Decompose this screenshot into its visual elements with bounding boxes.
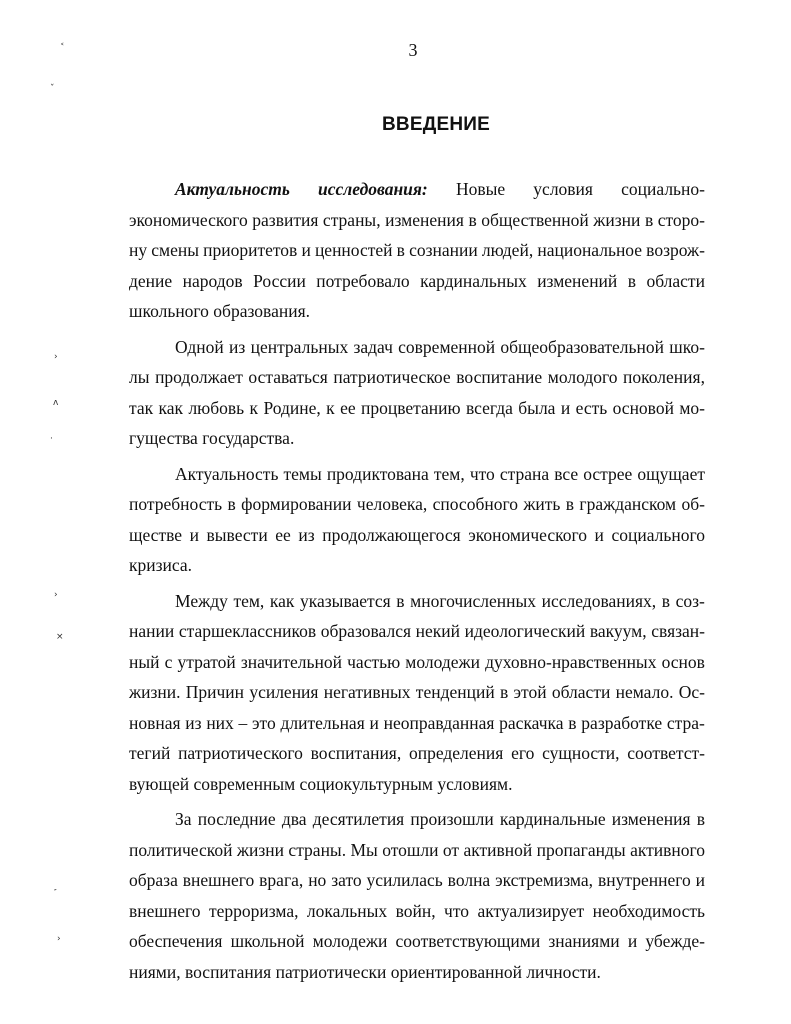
text-line: [129, 708, 705, 739]
word: мо-: [679, 397, 705, 418]
word: вывести: [206, 524, 268, 545]
word: молодежи: [312, 931, 388, 951]
word: –: [238, 712, 248, 733]
scan-mark: ›: [54, 352, 58, 362]
word: национальное: [537, 240, 643, 260]
word: экономического: [468, 524, 587, 545]
word: вакуум,: [589, 621, 647, 641]
word: жизни: [593, 209, 641, 230]
word: сторо-: [657, 209, 705, 230]
word: актуализирует: [477, 900, 585, 921]
word: оставаться: [248, 367, 328, 387]
word: лы: [129, 367, 150, 387]
word: старшеклассников: [178, 621, 317, 641]
word: как: [158, 397, 184, 418]
word: шко-: [669, 336, 705, 357]
text-line: [129, 362, 705, 393]
word: к: [326, 397, 335, 418]
word: кардинальных: [420, 270, 527, 291]
text-line: [129, 616, 705, 647]
word: как: [269, 590, 295, 611]
word: области: [646, 270, 705, 291]
word: ее: [275, 524, 291, 545]
word: жизни.: [129, 682, 181, 702]
word: локальных: [306, 900, 388, 921]
word: школьной: [230, 931, 305, 951]
word: поколения,: [623, 367, 705, 387]
word: утратой: [177, 651, 236, 672]
word: патриотического: [178, 743, 303, 763]
word: ниями, воспитания патриотически ориентированной личности.: [129, 961, 601, 982]
word: соответст-: [627, 743, 705, 763]
word: неоправданная: [383, 712, 495, 733]
word: изменения: [385, 209, 464, 230]
word: основ: [661, 651, 705, 672]
word: страны,: [322, 209, 381, 230]
document-body: [129, 174, 705, 987]
word: России: [253, 270, 306, 291]
word: способного: [432, 494, 518, 514]
text-line: [129, 296, 705, 327]
word: немало.: [615, 682, 674, 702]
word: указывается: [300, 590, 391, 611]
text-line: [129, 865, 705, 896]
scan-mark: ›: [54, 590, 58, 600]
word: области: [551, 682, 611, 702]
word: воспитания,: [310, 743, 402, 763]
word: два: [281, 809, 307, 829]
word: идеологический: [464, 621, 586, 641]
word: в: [396, 590, 405, 611]
word: с: [164, 651, 173, 672]
word: и: [594, 524, 604, 545]
word: Причин: [185, 682, 245, 702]
text-line: [129, 205, 705, 236]
word: терроризма,: [208, 900, 299, 921]
paragraph: [129, 332, 705, 454]
word: Между: [175, 590, 228, 611]
word: человека,: [356, 494, 428, 514]
word: убежде-: [645, 931, 705, 951]
word: это: [252, 712, 276, 733]
word: жизни: [236, 839, 285, 860]
paragraph: [129, 804, 705, 987]
word: процветанию: [361, 397, 461, 418]
word: продолжающегося: [322, 524, 461, 545]
word: в: [661, 590, 671, 611]
word: ный: [129, 651, 160, 672]
word: гражданском: [579, 494, 677, 514]
word: десятилетия: [312, 809, 405, 829]
scan-mark: ×: [56, 632, 64, 642]
word: и: [301, 240, 311, 260]
word: воспитание: [456, 367, 543, 387]
word: изменений: [537, 270, 618, 291]
text-line: [129, 489, 705, 520]
word: ценностей: [314, 240, 393, 260]
word: значительной: [240, 651, 342, 672]
word: кризиса.: [129, 555, 193, 575]
word: сущности,: [542, 743, 620, 763]
word: в: [627, 270, 636, 291]
scan-mark: ˹: [54, 889, 57, 899]
word: активной: [463, 839, 533, 860]
word: ществе: [129, 524, 183, 545]
word: тем,: [233, 590, 265, 611]
word: молодежи: [405, 651, 480, 672]
word: усилилась: [366, 870, 443, 890]
scan-mark: ʌ: [53, 398, 59, 408]
text-line: [129, 266, 705, 297]
word: от: [442, 839, 460, 860]
word: все: [554, 463, 579, 484]
word: войн,: [395, 900, 436, 921]
word: последние: [197, 809, 276, 829]
text-line: [129, 423, 705, 454]
word: соответствующими: [395, 931, 541, 951]
word: волна: [447, 870, 491, 890]
word: продиктована: [326, 463, 429, 484]
text-line: [129, 332, 705, 363]
word: ее: [340, 397, 356, 418]
word: общеобразовательной: [500, 336, 664, 357]
word: приоритетов: [203, 240, 298, 260]
word: новная: [129, 712, 181, 733]
word: некий: [415, 621, 461, 641]
word: страны.: [288, 839, 347, 860]
text-line: [129, 550, 705, 581]
word: Родине,: [263, 397, 321, 418]
page-number: 3: [408, 40, 418, 60]
word: в: [396, 240, 405, 260]
word: За: [175, 809, 192, 829]
emphasis-word: Актуальность: [175, 179, 290, 199]
word: усиления: [249, 682, 319, 702]
word: общественной: [481, 209, 589, 230]
word: что: [469, 463, 495, 484]
word: и: [627, 931, 638, 951]
word: необходимость: [592, 900, 705, 921]
word: длительная: [280, 712, 365, 733]
word: к: [249, 397, 259, 418]
word: них: [206, 712, 234, 733]
word: нании: [129, 621, 175, 641]
word: и: [695, 870, 705, 890]
word: раскачка: [499, 712, 564, 733]
text-line: [129, 738, 705, 769]
paragraph: [129, 174, 705, 327]
text-line: [129, 896, 705, 927]
word: в: [468, 209, 477, 230]
word: людей,: [481, 240, 534, 260]
word: социального: [611, 524, 705, 545]
word: стра-: [666, 712, 705, 733]
word: негативных: [323, 682, 411, 702]
word: возрож-: [646, 240, 705, 260]
word: в: [644, 209, 654, 230]
word: в: [565, 494, 575, 514]
word: есть: [575, 397, 608, 418]
word: образовался: [320, 621, 412, 641]
text-line: [129, 926, 705, 957]
word: народов: [182, 270, 243, 291]
word: потребность: [129, 494, 223, 514]
word: из: [185, 712, 202, 733]
word: развития: [252, 209, 319, 230]
word: врага,: [259, 870, 304, 890]
word: сознании: [409, 240, 478, 260]
word: исследованиях,: [541, 590, 657, 611]
word: Новые: [455, 179, 506, 199]
text-line: [129, 677, 705, 708]
text-line: [129, 957, 705, 988]
word: Мы: [350, 839, 378, 860]
text-line: [129, 586, 705, 617]
text-line: [129, 769, 705, 800]
scan-mark: ˂: [60, 43, 65, 53]
word: пропаганды: [536, 839, 626, 860]
text-line: [129, 235, 705, 266]
word: Ос-: [678, 682, 705, 702]
word: всегда: [466, 397, 513, 418]
word: об-: [681, 494, 705, 514]
word: изменения: [611, 809, 691, 829]
word: кардинальные: [499, 809, 606, 829]
word: страна: [499, 463, 550, 484]
word: продолжает: [155, 367, 243, 387]
word: тем,: [433, 463, 465, 484]
emphasis-word: исследования:: [318, 179, 428, 199]
word: жить: [523, 494, 561, 514]
word: и: [369, 712, 379, 733]
word: смены: [151, 240, 199, 260]
word: экономического: [129, 209, 248, 230]
word: в: [568, 712, 577, 733]
text-line: [129, 459, 705, 490]
word: Актуальность: [175, 463, 279, 484]
word: экстремизма,: [495, 870, 594, 890]
word: формировании: [241, 494, 352, 514]
word: ну: [129, 240, 148, 260]
word: основой: [612, 397, 674, 418]
word: ощущает: [637, 463, 705, 484]
word: и: [189, 524, 199, 545]
text-line: [129, 647, 705, 678]
word: темы: [283, 463, 322, 484]
word: что: [444, 900, 469, 921]
word: но: [308, 870, 327, 890]
word: тенденций: [415, 682, 495, 702]
word: вующей современным социокультурным условиям.: [129, 773, 513, 794]
paragraph: [129, 586, 705, 800]
page-title: ВВЕДЕНИЕ: [382, 114, 490, 135]
word: так: [129, 397, 154, 418]
word: многочисленных: [410, 590, 537, 611]
word: в: [227, 494, 236, 514]
word: патриотическое: [333, 367, 451, 387]
text-line: [129, 174, 705, 205]
word: острее: [583, 463, 633, 484]
word: образа: [129, 870, 178, 890]
word: внутреннего: [597, 870, 691, 890]
word: в: [499, 682, 509, 702]
word: социально-: [621, 179, 705, 199]
word: гущества государства.: [129, 428, 295, 448]
word: задач: [353, 336, 393, 357]
word: отошли: [382, 839, 439, 860]
word: обеспечения: [129, 931, 223, 951]
word: знаниями: [548, 931, 620, 951]
text-line: [129, 393, 705, 424]
word: духовно-нравственных: [485, 651, 657, 672]
word: была: [518, 397, 556, 418]
word: зато: [331, 870, 362, 890]
word: Одной: [175, 336, 224, 357]
word: центральных: [250, 336, 349, 357]
text-line: [129, 835, 705, 866]
word: произошли: [410, 809, 494, 829]
word: этой: [513, 682, 547, 702]
word: соз-: [675, 590, 705, 611]
word: школьного образования.: [129, 301, 310, 321]
word: его: [511, 743, 535, 763]
word: из: [229, 336, 246, 357]
word: современной: [398, 336, 496, 357]
word: тегий: [129, 743, 171, 763]
paragraph: [129, 459, 705, 581]
scan-mark: ·: [50, 434, 53, 444]
word: внешнего: [182, 870, 255, 890]
word: и: [560, 397, 571, 418]
word: связан-: [651, 621, 705, 641]
word: в: [696, 809, 705, 829]
word: любовь: [188, 397, 245, 418]
word: из: [298, 524, 315, 545]
word: политической: [129, 839, 233, 860]
word: определения: [408, 743, 504, 763]
word: внешнего: [129, 900, 201, 921]
word: молодого: [547, 367, 618, 387]
word: дение: [129, 270, 173, 291]
word: потребовало: [316, 270, 410, 291]
text-line: [129, 520, 705, 551]
word: разработке: [581, 712, 663, 733]
scan-mark: ›: [57, 934, 61, 944]
word: условия: [533, 179, 593, 199]
word: частью: [347, 651, 401, 672]
scan-mark: ˇ: [50, 84, 55, 94]
word: активного: [630, 839, 705, 860]
text-line: [129, 804, 705, 835]
